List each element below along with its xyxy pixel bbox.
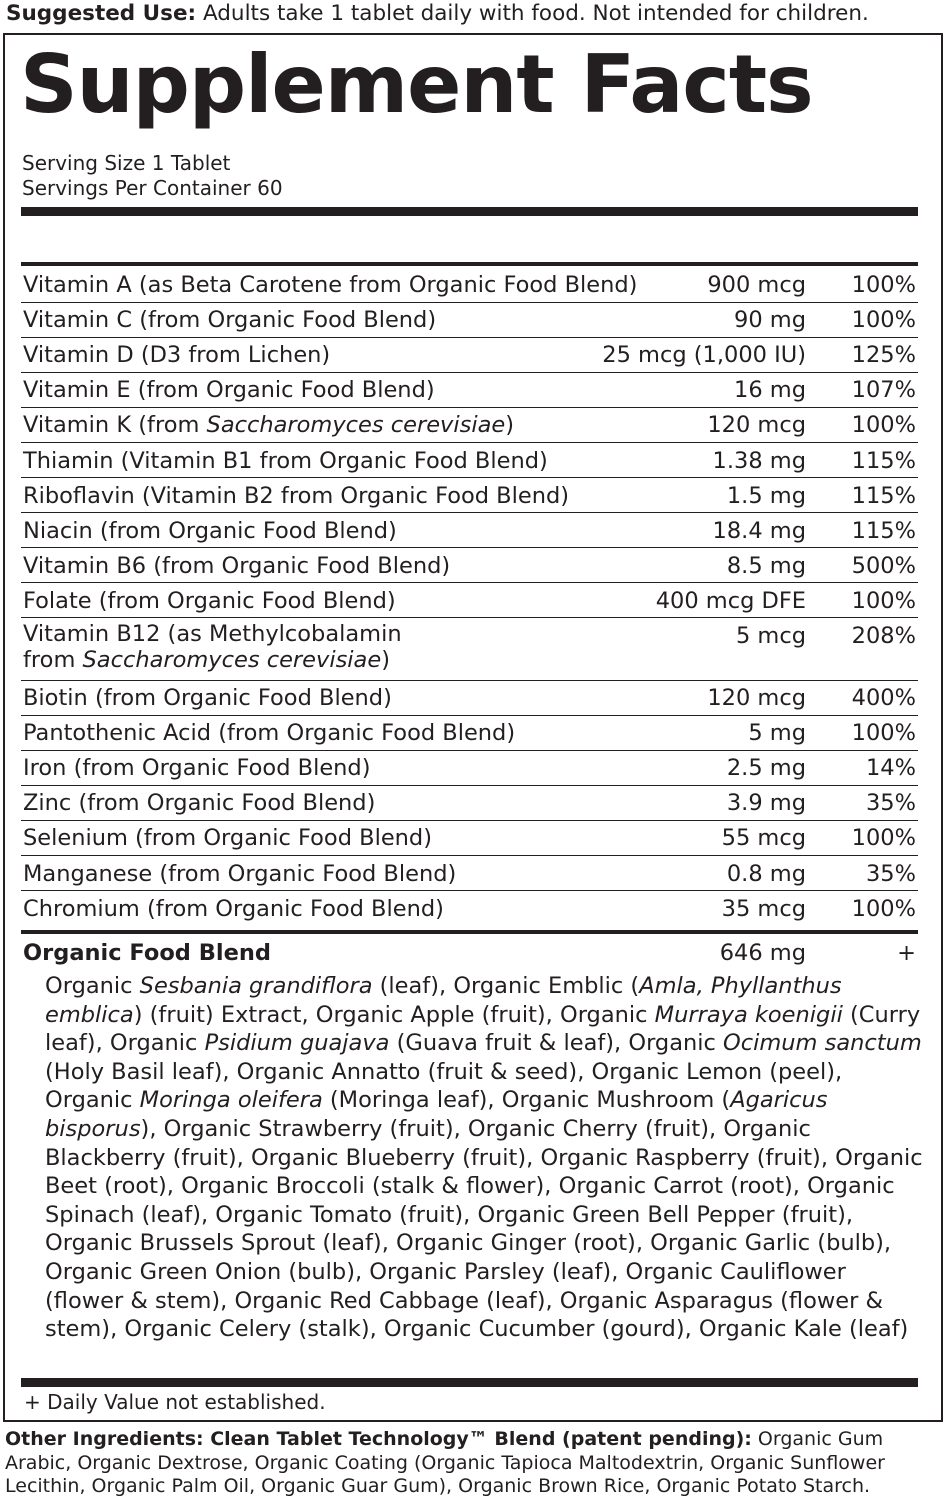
nutrient-daily-value: 115%	[851, 447, 916, 474]
nutrient-daily-value: 100%	[851, 895, 916, 922]
nutrient-name: Folate (from Organic Food Blend)	[23, 587, 396, 614]
nutrient-amount: 18.4 mg	[712, 517, 806, 544]
other-ingredients-text: Organic Gum Arabic, Organic Dextrose, Organic Coating (Organic Tapioca Maltodextrin, Organic Sunflower Lecithin, Organic Palm Oil, Organic Guar Gum), Organic Brown Rice, Organic Potato Starch.	[5, 1428, 885, 1497]
nutrient-amount: 900 mcg	[707, 272, 806, 298]
suggested-use	[6, 0, 946, 28]
thick-divider-header	[21, 262, 918, 266]
nutrient-name-line1: Vitamin B12 (as Methylcobalamin	[23, 621, 402, 647]
blend-name: Organic Food Blend	[23, 940, 271, 966]
nutrient-daily-value: 208%	[851, 623, 916, 649]
nutrient-name	[23, 410, 514, 440]
nutrient-amount: 0.8 mg	[726, 860, 806, 887]
nutrient-daily-value: 100%	[851, 307, 916, 334]
nutrient-amount: 25 mcg (1,000 IU)	[602, 342, 806, 369]
blend-dv: +	[897, 940, 916, 966]
nutrient-daily-value: 35%	[865, 860, 916, 887]
blend-ingredient-italic: Moringa oleifera	[139, 1087, 323, 1114]
nutrient-amount: 120 mcg	[707, 412, 806, 439]
serving-size: Serving Size 1 Tablet	[22, 151, 231, 175]
nutrient-daily-value: 100%	[851, 720, 916, 747]
nutrient-amount: 120 mcg	[707, 685, 806, 711]
nutrient-row	[21, 619, 918, 681]
nutrient-name	[23, 621, 402, 673]
nutrient-row	[21, 584, 918, 619]
nutrient-amount: 1.38 mg	[712, 447, 806, 474]
nutrient-amount: 16 mg	[734, 377, 806, 404]
nutrient-row	[21, 268, 918, 303]
servings-per-container: Servings Per Container 60	[22, 176, 283, 200]
blend-ingredient-text: (Moringa leaf), Organic Mushroom (	[322, 1087, 731, 1114]
other-ingredients-label: Other Ingredients: Clean Tablet Technology™ Blend (patent pending):	[5, 1428, 752, 1450]
nutrient-amount: 3.9 mg	[726, 790, 806, 817]
nutrient-row	[21, 303, 918, 338]
nutrient-name: Zinc (from Organic Food Blend)	[23, 790, 376, 817]
blend-ingredient-text: (Guava fruit & leaf), Organic	[389, 1030, 724, 1057]
nutrient-name-text: Vitamin K (from	[23, 412, 207, 439]
nutrient-daily-value: 100%	[851, 412, 916, 439]
nutrient-amount: 2.5 mg	[726, 755, 806, 782]
nutrient-daily-value: 100%	[851, 587, 916, 614]
blend-ingredient-text: (Holy Basil leaf), Organic Annatto (fruit & seed), Organic Lemon (peel), Organic	[45, 1058, 843, 1114]
nutrient-daily-value: 14%	[865, 755, 916, 782]
nutrient-row	[21, 786, 918, 821]
blend-ingredient-text: Organic	[45, 973, 140, 999]
nutrient-name: Niacin (from Organic Food Blend)	[23, 517, 397, 544]
nutrient-name-text: from	[23, 647, 83, 673]
nutrient-daily-value: 107%	[851, 377, 916, 404]
nutrient-daily-value: 100%	[851, 825, 916, 852]
nutrient-name: Vitamin E (from Organic Food Blend)	[23, 377, 435, 404]
nutrient-amount: 5 mcg	[735, 623, 806, 649]
nutrient-name-text: )	[505, 412, 515, 439]
blend-ingredient-italic: Amla, Phyllanthus emblica	[45, 973, 842, 1028]
blend-ingredient-italic: Agaricus bisporus	[45, 1087, 828, 1142]
nutrient-row	[21, 821, 918, 856]
nutrient-row	[21, 373, 918, 408]
nutrient-name: Vitamin A (as Beta Carotene from Organic Food Blend)	[23, 272, 638, 298]
nutrient-amount: 1.5 mg	[726, 482, 806, 509]
suggested-use-text: Adults take 1 tablet daily with food. Not intended for children.	[196, 1, 869, 26]
nutrient-row	[21, 514, 918, 549]
nutrient-amount: 8.5 mg	[726, 552, 806, 579]
nutrient-name: Riboflavin (Vitamin B2 from Organic Food Blend)	[23, 482, 570, 509]
blend-amount: 646 mg	[719, 940, 806, 966]
nutrient-row	[21, 338, 918, 373]
nutrient-row	[21, 444, 918, 479]
thick-divider-bottom	[21, 1378, 918, 1387]
nutrient-name: Vitamin D (D3 from Lichen)	[23, 342, 331, 369]
nutrient-name-italic: Saccharomyces cerevisiae	[82, 647, 382, 673]
blend-ingredient-italic: Ocimum sanctum	[723, 1030, 922, 1057]
nutrient-daily-value: 500%	[851, 552, 916, 579]
blend-ingredient-text: ) (fruit) Extract, Organic Apple (fruit), Organic	[133, 1001, 655, 1028]
nutrient-name: Biotin (from Organic Food Blend)	[23, 685, 392, 711]
nutrient-row	[21, 549, 918, 584]
nutrient-row	[21, 408, 918, 443]
nutrient-row	[21, 479, 918, 514]
blend-ingredient-italic: Murraya koenigii	[654, 1001, 843, 1028]
nutrient-name: Selenium (from Organic Food Blend)	[23, 825, 432, 852]
nutrient-name: Vitamin B6 (from Organic Food Blend)	[23, 552, 451, 579]
blend-ingredient-italic: Psidium guajava	[204, 1030, 390, 1057]
suggested-use-label: Suggested Use:	[6, 1, 197, 26]
nutrient-daily-value: 115%	[851, 482, 916, 509]
nutrient-amount: 55 mcg	[721, 825, 806, 852]
nutrient-name: Vitamin C (from Organic Food Blend)	[23, 307, 437, 334]
nutrient-row	[21, 681, 918, 716]
nutrient-name: Thiamin (Vitamin B1 from Organic Food Blend)	[23, 447, 548, 474]
nutrient-amount: 35 mcg	[721, 895, 806, 922]
nutrient-daily-value: 400%	[851, 685, 916, 711]
nutrient-name: Manganese (from Organic Food Blend)	[23, 860, 457, 887]
panel-title: Supplement Facts	[20, 38, 813, 131]
other-ingredients	[5, 1428, 945, 1499]
thick-divider-blend	[21, 930, 918, 934]
nutrient-amount: 400 mcg DFE	[655, 587, 806, 614]
nutrient-daily-value: 35%	[865, 790, 916, 817]
nutrient-row	[21, 857, 918, 892]
nutrient-name: Pantothenic Acid (from Organic Food Blend)	[23, 720, 516, 747]
nutrient-amount: 5 mg	[748, 720, 806, 747]
daily-value-footnote: + Daily Value not established.	[24, 1390, 326, 1414]
blend-ingredient-text: (Curry leaf), Organic	[45, 1001, 921, 1057]
nutrient-name: Iron (from Organic Food Blend)	[23, 755, 371, 782]
blend-ingredient-italic: Sesbania grandiflora	[139, 973, 373, 999]
nutrient-name-text: )	[381, 647, 390, 673]
blend-ingredient-text: ), Organic Strawberry (fruit), Organic Cherry (fruit), Organic Blackberry (fruit), Organic Blueberry (fruit), Organic Raspberry (fruit), Organic Beet (root), Organic Broccoli (stalk & flower), Organic Carrot (root), Organic Spinach (leaf), Organic Tomato (fruit), Organic Green Bell Pepper (fruit), Organic Brussels Sprout (leaf), Organic Ginger (root), Organic Garlic (bulb), Organic Green Onion (bulb), Organic Parsley (leaf), Organic Cauliflower (flower & stem), Organic Red Cabbage (leaf), Organic Asparagus (flower & stem), Organic Celery (stalk), Organic Cucumber (gourd), Organic Kale (leaf)	[45, 1115, 923, 1343]
thick-divider-top	[21, 207, 918, 216]
nutrient-row	[21, 716, 918, 751]
nutrient-row	[21, 892, 918, 926]
nutrient-daily-value: 100%	[851, 272, 916, 298]
nutrient-name-italic: Saccharomyces cerevisiae	[206, 412, 506, 439]
blend-ingredients	[45, 972, 925, 1344]
nutrient-name: Chromium (from Organic Food Blend)	[23, 895, 444, 922]
blend-ingredient-text: (leaf), Organic Emblic (	[372, 973, 640, 999]
nutrient-daily-value: 125%	[851, 342, 916, 369]
nutrient-amount: 90 mg	[734, 307, 806, 334]
nutrient-row	[21, 751, 918, 786]
blend-row	[21, 938, 918, 968]
nutrient-daily-value: 115%	[851, 517, 916, 544]
